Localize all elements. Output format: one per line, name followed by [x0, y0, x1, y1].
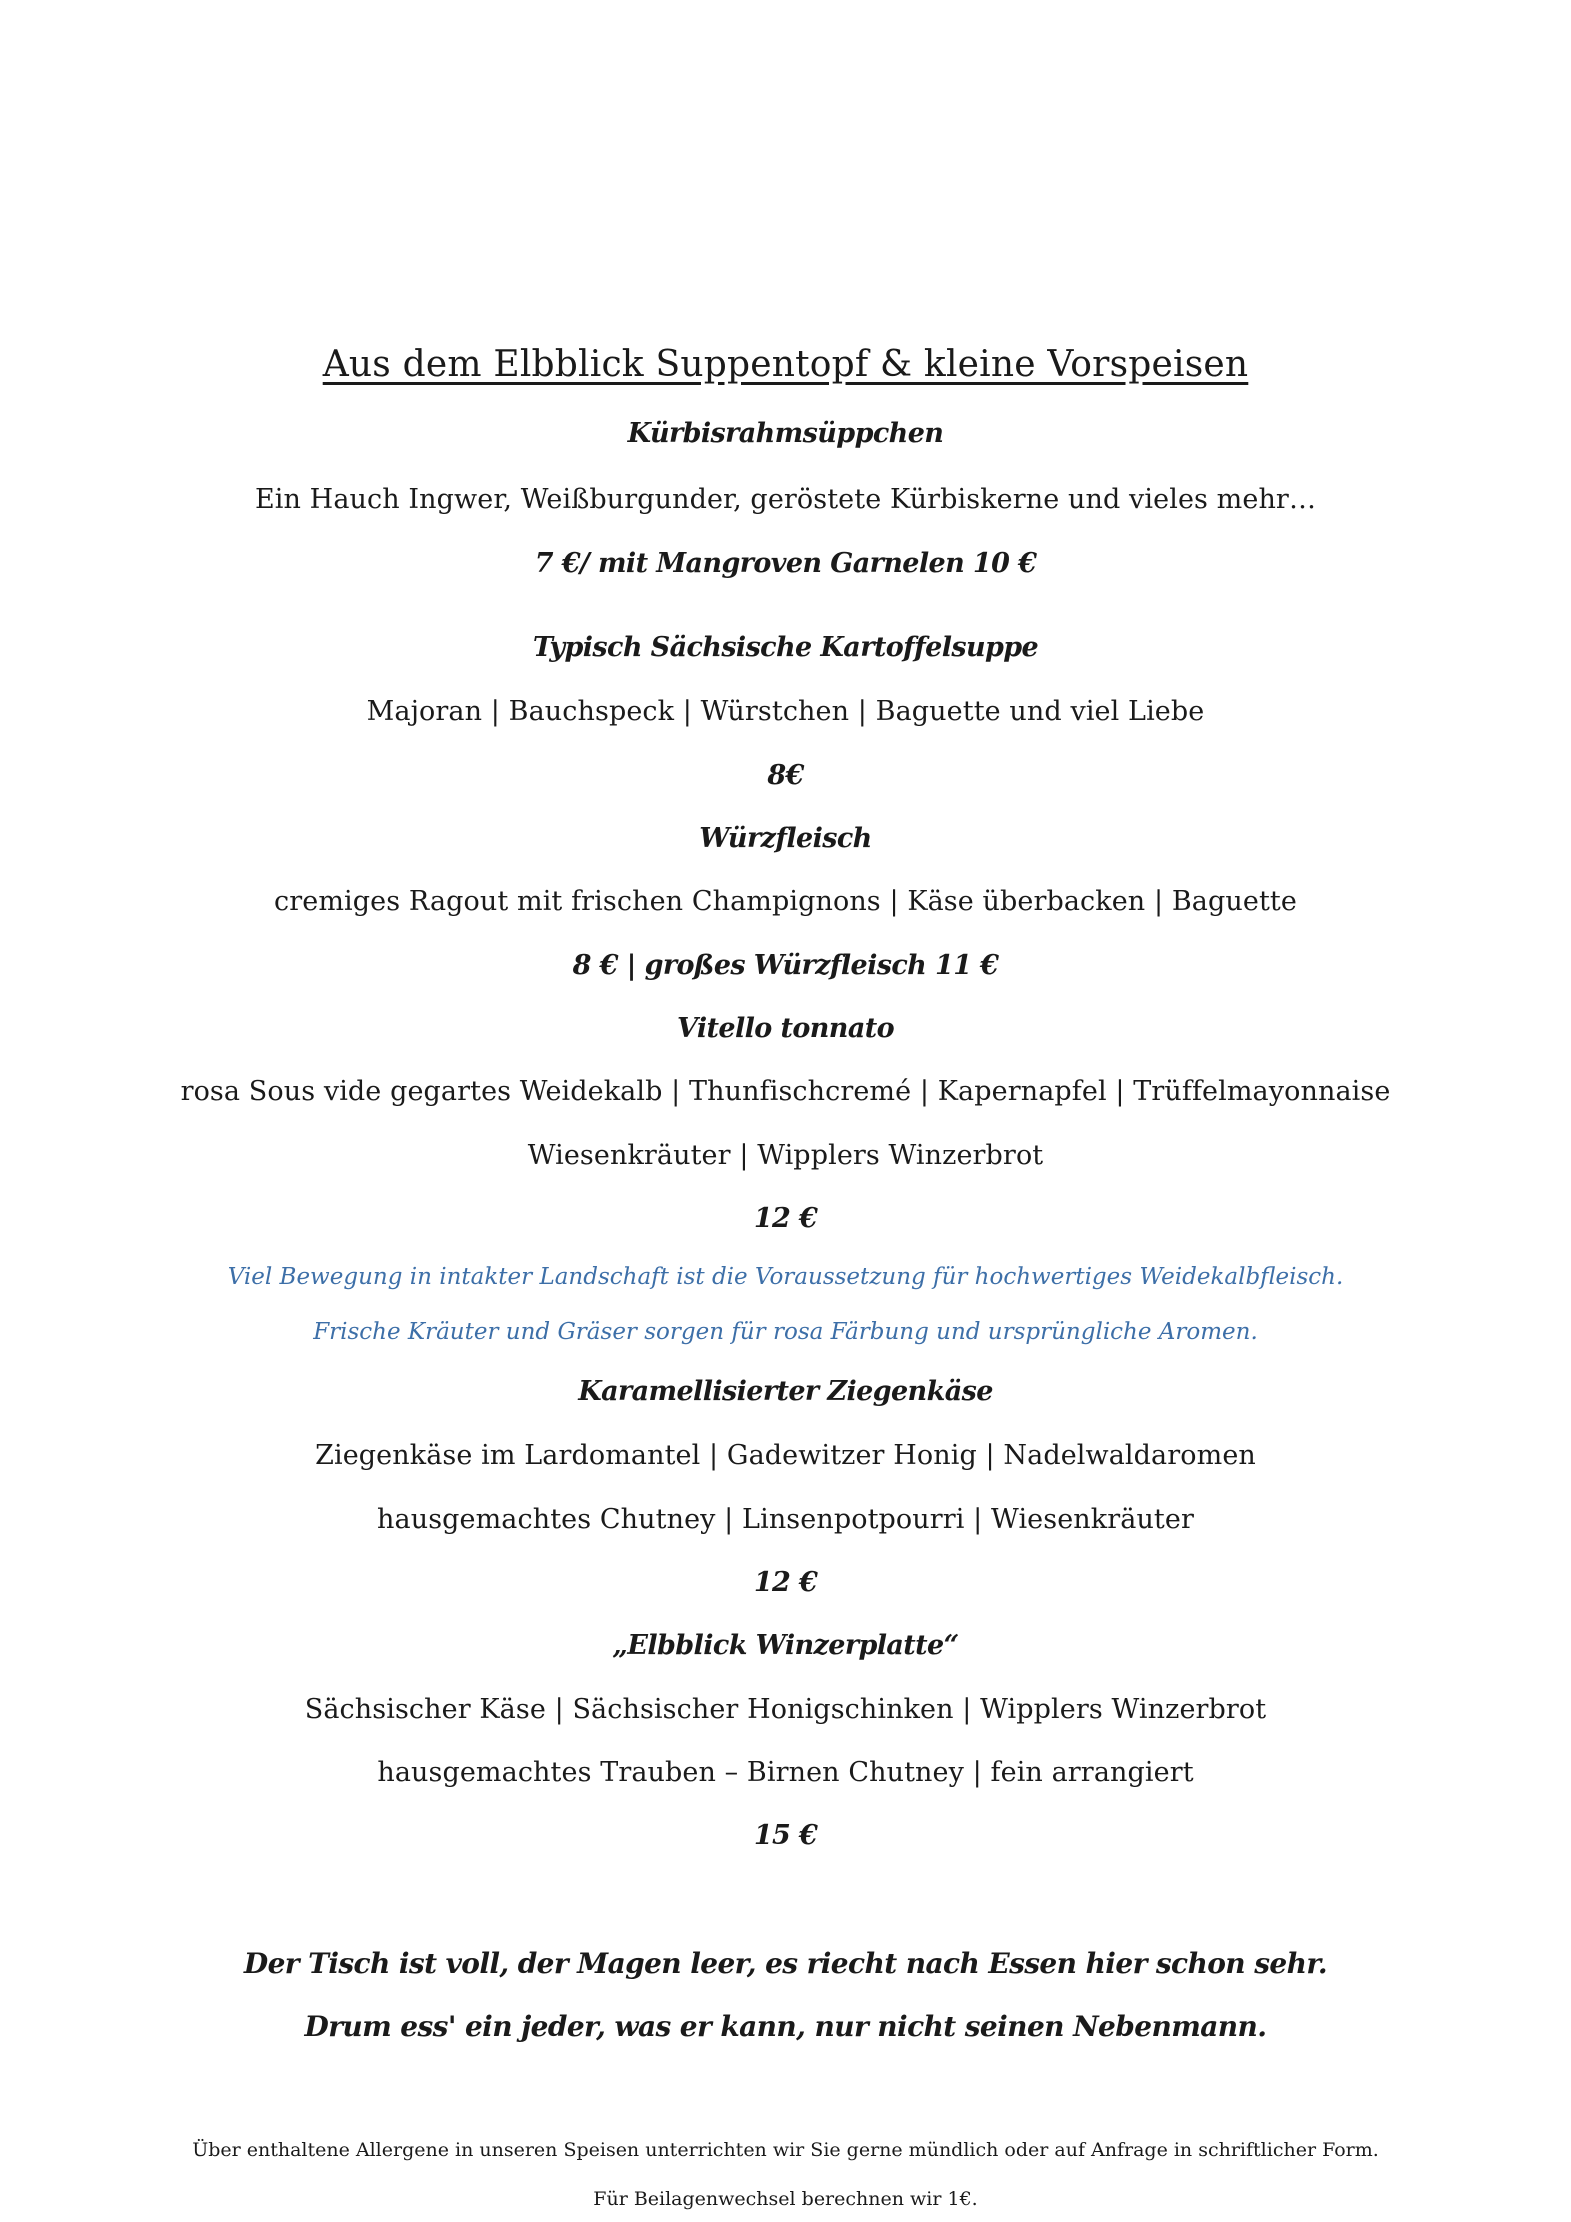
dish-description: Sächsischer Käse | Sächsischer Honigschinken | Wipplers Winzerbrot	[304, 1694, 1267, 1725]
dish-price: 12 €	[753, 1567, 818, 1598]
dish-name: Kürbisrahmsüppchen	[627, 418, 944, 449]
dish-name: Würzfleisch	[699, 823, 872, 854]
dish-price: 15 €	[753, 1820, 818, 1851]
dish-description: Wiesenkräuter | Wipplers Winzerbrot	[527, 1140, 1044, 1171]
dish-price: 8€	[767, 760, 804, 791]
dish-description: cremiges Ragout mit frischen Champignons | Käse überbacken | Baguette	[274, 886, 1297, 917]
closing-quote-line: Der Tisch ist voll, der Magen leer, es riecht nach Essen hier schon sehr.	[243, 1947, 1328, 1980]
section-title: Aus dem Elbblick Suppentopf & kleine Vorspeisen	[322, 344, 1249, 385]
allergen-note: Über enthaltene Allergene in unseren Speisen unterrichten wir Sie gerne mündlich oder auf Anfrage in schriftlicher Form.	[192, 2139, 1379, 2161]
dish-name: Karamellisierter Ziegenkäse	[578, 1376, 993, 1407]
closing-quote-line: Drum ess' ein jeder, was er kann, nur nicht seinen Nebenmann.	[304, 2010, 1267, 2043]
dish-price: 12 €	[753, 1203, 818, 1234]
dish-price: 8 € | großes Würzfleisch 11 €	[572, 950, 999, 981]
side-dish-note: Für Beilagenwechsel berechnen wir 1€.	[593, 2188, 978, 2210]
dish-description: hausgemachtes Chutney | Linsenpotpourri | Wiesenkräuter	[377, 1504, 1194, 1535]
dish-description: Ziegenkäse im Lardomantel | Gadewitzer Honig | Nadelwaldaromen	[315, 1440, 1256, 1471]
dish-description: hausgemachtes Trauben – Birnen Chutney | fein arrangiert	[377, 1757, 1194, 1788]
dish-name: „Elbblick Winzerplatte“	[612, 1630, 959, 1661]
dish-price: 7 €/ mit Mangroven Garnelen 10 €	[534, 548, 1037, 579]
dish-name: Typisch Sächsische Kartoffelsuppe	[532, 632, 1039, 663]
dish-description: Majoran | Bauchspeck | Würstchen | Baguette und viel Liebe	[366, 696, 1205, 727]
dish-name: Vitello tonnato	[676, 1013, 895, 1044]
dish-description: Ein Hauch Ingwer, Weißburgunder, geröstete Kürbiskerne und vieles mehr…	[254, 484, 1317, 515]
dish-description: rosa Sous vide gegartes Weidekalb | Thunfischcremé | Kapernapfel | Trüffelmayonnaise	[180, 1076, 1391, 1107]
dish-note: Viel Bewegung in intakter Landschaft ist die Voraussetzung für hochwertiges Weidekalbfleisch.	[227, 1264, 1344, 1290]
dish-note: Frische Kräuter und Gräser sorgen für rosa Färbung und ursprüngliche Aromen.	[313, 1319, 1258, 1345]
